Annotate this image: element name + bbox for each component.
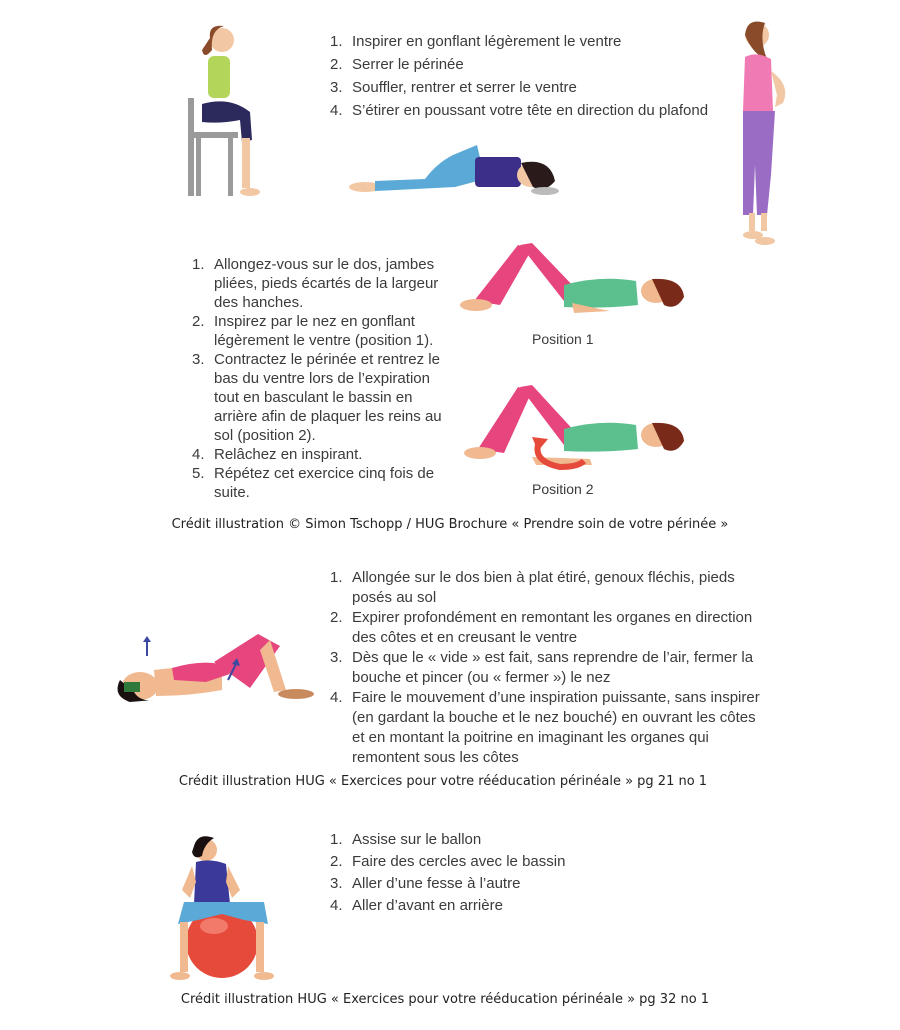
section-4-caption: Crédit illustration HUG « Exercices pour votre rééducation périnéale » pg 32 no 1 [180,992,710,1007]
section-2-steps [192,255,444,502]
list-item: 1. Inspirer en gonflant légèrement le ventre [330,33,622,50]
list-item: 3. Contractez le périnée et rentrez le bas du ventre lors de l’expiration tout en basculant le bassin en arrière afin de plaquer les reins au sol (position 2). [192,351,442,444]
list-item: 2. Faire des cercles avec le bassin [330,853,566,870]
list-item: 2. Expirer profondément en remontant les organes en direction des côtes et en creusant le ventre [330,609,753,646]
list-item: 1. Allongez-vous sur le dos, jambes pliées, pieds écartés de la largeur des hanches. [192,256,439,311]
list-item: 3. Souffler, rentrer et serrer le ventre [330,79,577,96]
list-item: 4. Aller d’avant en arrière [330,897,503,914]
lying-woman-illustration [345,135,560,200]
position-1-illustration [460,235,690,325]
ball-sitting-illustration [170,830,280,985]
list-item: 1. Allongée sur le dos bien à plat étiré, genoux fléchis, pieds posés au sol [330,569,735,606]
list-item: 4. S’étirer en poussant votre tête en direction du plafond [330,102,709,119]
section-1 [0,0,900,245]
list-item: 4. Faire le mouvement d’une inspiration puissante, sans inspirer (en gardant la bouche et le nez bouché) en ouvrant les côtes et en montant la poitrine en imaginant les organes qui remontent sous les côtes [330,689,760,766]
seated-woman-illustration [180,20,270,200]
position-2-label: Position 2 [532,481,594,497]
list-item: 5. Répétez cet exercice cinq fois de suite. [192,465,435,501]
section-3-caption: Crédit illustration HUG « Exercices pour votre rééducation périnéale » pg 21 no 1 [178,774,708,789]
list-item: 2. Inspirez par le nez en gonflant légèrement le ventre (position 1). [192,313,434,349]
section-1-steps [330,32,750,121]
list-item: 1. Assise sur le ballon [330,831,482,848]
list-item: 3. Dès que le « vide » est fait, sans reprendre de l’air, fermer la bouche et pincer (ou « fermer ») le nez [330,649,754,686]
position-2-illustration [460,377,690,477]
lying-breathing-illustration [110,630,325,710]
section-2-caption: Crédit illustration © Simon Tschopp / HUG Brochure « Prendre soin de votre périnée » [171,517,729,532]
standing-woman-illustration [735,15,805,245]
list-item: 3. Aller d’une fesse à l’autre [330,875,521,892]
section-4 [0,820,900,1030]
section-2 [0,245,900,545]
list-item: 2. Serrer le périnée [330,56,464,73]
section-3-steps [330,568,770,768]
list-item: 4. Relâchez en inspirant. [192,446,363,463]
section-4-steps [330,830,630,916]
position-1-label: Position 1 [532,331,594,347]
section-3 [0,560,900,800]
